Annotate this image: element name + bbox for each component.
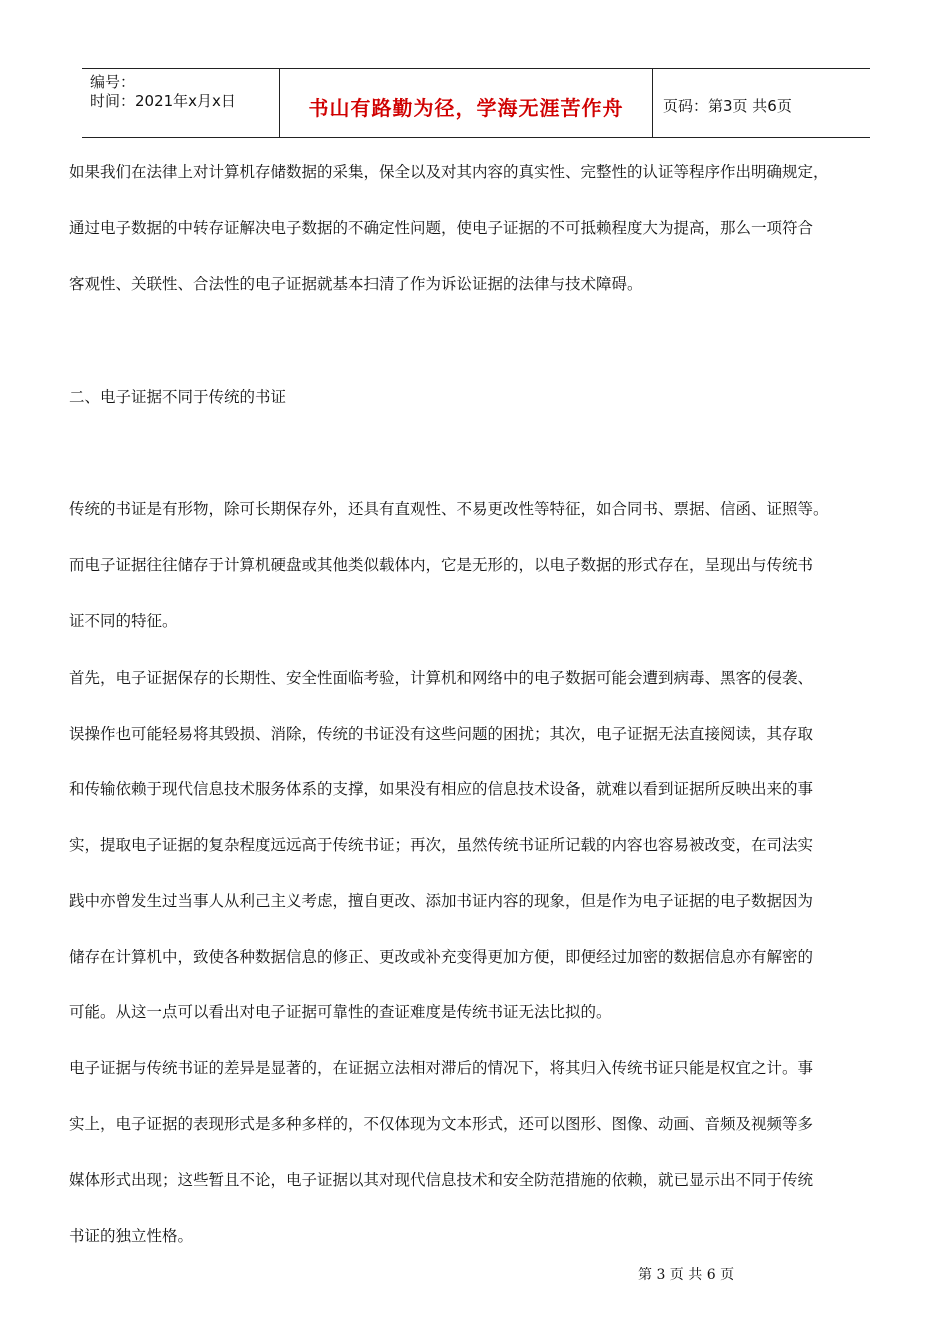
paragraph-line: 书证的独立性格。 — [69, 1227, 194, 1245]
paragraph-line: 实上，电子证据的表现形式是多种多样的，不仅体现为文本形式，还可以图形、图像、动画、音频及视频等多 — [69, 1115, 814, 1133]
paragraph-line: 践中亦曾发生过当事人从利己主义考虑，擅自更改、添加书证内容的现象，但是作为电子证据的电子数据因为 — [69, 892, 814, 910]
paragraph-line: 和传输依赖于现代信息技术服务体系的支撑，如果没有相应的信息技术设备，就难以看到证据所反映出来的事 — [69, 780, 814, 798]
paragraph-line: 客观性、关联性、合法性的电子证据就基本扫清了作为诉讼证据的法律与技术障碍。 — [69, 275, 643, 293]
document-date-label: 时间：2021年x月x日 — [90, 92, 236, 110]
paragraph-line: 传统的书证是有形物，除可长期保存外，还具有直观性、不易更改性等特征，如合同书、票据、信函、证照等。 — [69, 500, 829, 518]
header-page-info: 页码：第3页 共6页 — [663, 96, 792, 115]
paragraph-line: 可能。从这一点可以看出对电子证据可靠性的查证难度是传统书证无法比拟的。 — [69, 1003, 612, 1021]
paragraph-line: 而电子证据往往储存于计算机硬盘或其他类似载体内，它是无形的，以电子数据的形式存在，呈现出与传统书 — [69, 556, 814, 574]
paragraph-line: 实，提取电子证据的复杂程度远远高于传统书证；再次，虽然传统书证所记载的内容也容易被改变，在司法实 — [69, 836, 814, 854]
page-header — [82, 68, 870, 138]
paragraph-line: 通过电子数据的中转存证解决电子数据的不确定性问题，使电子证据的不可抵赖程度大为提高，那么一项符合 — [69, 219, 814, 237]
paragraph-line: 如果我们在法律上对计算机存储数据的采集，保全以及对其内容的真实性、完整性的认证等程序作出明确规定， — [69, 163, 829, 181]
header-meta — [82, 69, 280, 137]
page-footer: 第 3 页 共 6 页 — [638, 1267, 735, 1283]
section-heading: 二、电子证据不同于传统的书证 — [69, 388, 287, 406]
paragraph-line: 误操作也可能轻易将其毁损、消除，传统的书证没有这些问题的困扰；其次，电子证据无法直接阅读，其存取 — [69, 725, 814, 743]
paragraph-line: 储存在计算机中，致使各种数据信息的修正、更改或补充变得更加方便，即便经过加密的数据信息亦有解密的 — [69, 948, 814, 966]
paragraph-line: 证不同的特征。 — [69, 612, 178, 630]
paragraph-line: 媒体形式出现；这些暂且不论，电子证据以其对现代信息技术和安全防范措施的依赖，就已显示出不同于传统 — [69, 1171, 814, 1189]
paragraph-line: 首先，电子证据保存的长期性、安全性面临考验，计算机和网络中的电子数据可能会遭到病毒、黑客的侵袭、 — [69, 669, 814, 687]
document-number-label: 编号： — [90, 73, 136, 91]
header-motto: 书山有路勤为径，学海无涯苦作舟 — [280, 69, 653, 137]
paragraph-line: 电子证据与传统书证的差异是显著的，在证据立法相对滞后的情况下，将其归入传统书证只能是权宜之计。事 — [69, 1059, 814, 1077]
